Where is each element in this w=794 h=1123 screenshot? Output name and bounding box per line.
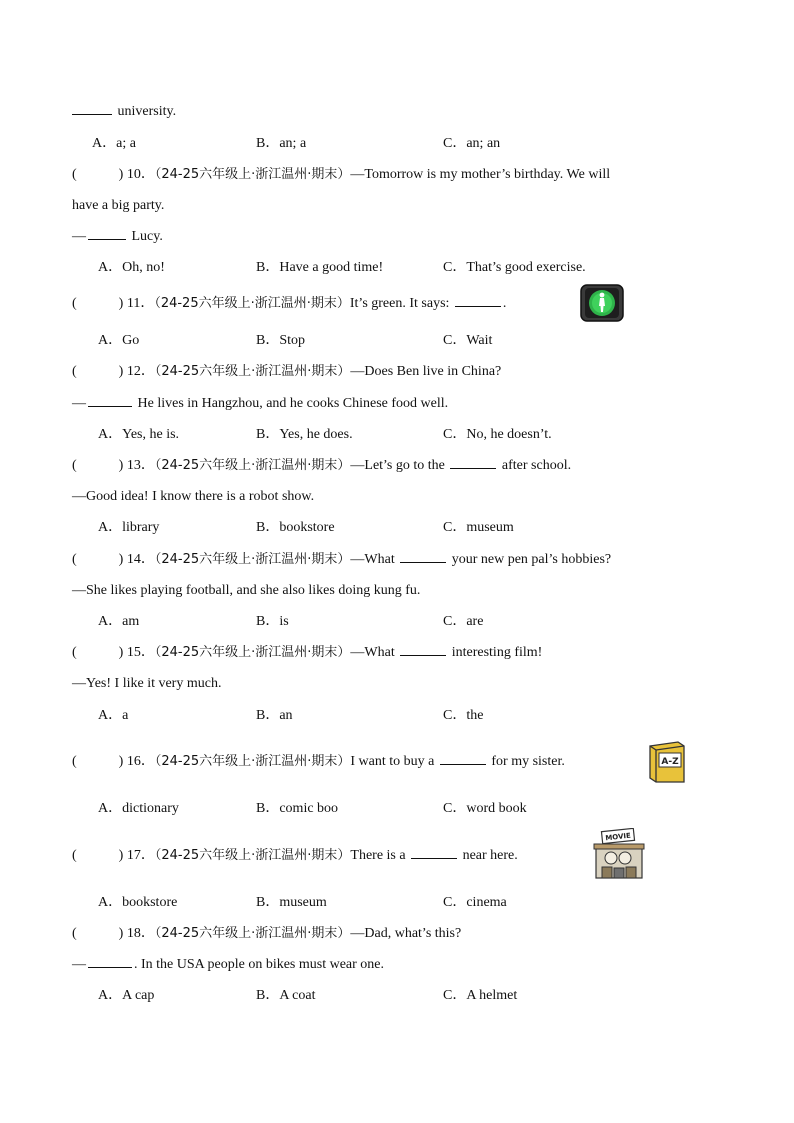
- question-number: 15．: [126, 645, 155, 660]
- question-source: （24-25六年级上·浙江温州·期末）: [154, 848, 351, 863]
- question-number: 14．: [126, 552, 155, 567]
- q11-option-a[interactable]: A．Go: [98, 333, 140, 348]
- dash: —: [72, 229, 86, 244]
- question-text: —Dad, what’s this?: [350, 926, 462, 941]
- cinema-sign-label: MOVIE: [604, 831, 632, 843]
- cinema-building-icon: [592, 828, 646, 887]
- answer-paren-close: ): [118, 458, 124, 473]
- q10-stem: [72, 165, 610, 185]
- q11-stem: [72, 294, 506, 314]
- q10-option-b[interactable]: B．Have a good time!: [256, 260, 384, 275]
- response-text: He lives in Hangzhou, and he cooks Chinese food well.: [134, 396, 449, 411]
- answer-paren-open: (: [72, 926, 77, 941]
- q17-option-c[interactable]: C．cinema: [443, 895, 507, 910]
- question-text-after: for my sister.: [487, 754, 565, 769]
- q14-option-b[interactable]: B．is: [256, 614, 289, 629]
- q12-option-b[interactable]: B．Yes, he does.: [256, 427, 353, 442]
- answer-blank[interactable]: [72, 102, 112, 115]
- question-source: （24-25六年级上·浙江温州·期末）: [154, 926, 351, 941]
- question-number: 10．: [126, 167, 155, 182]
- question-number: 17．: [126, 848, 155, 863]
- question-source: （24-25六年级上·浙江温州·期末）: [154, 364, 351, 379]
- q9-option-b[interactable]: B．an; a: [256, 136, 307, 151]
- q15-option-a[interactable]: A．a: [98, 708, 129, 723]
- question-text: There is a: [350, 848, 410, 863]
- q9-text: university.: [114, 104, 177, 119]
- q12-stem: [72, 362, 501, 382]
- q16-option-a[interactable]: A．dictionary: [98, 801, 179, 816]
- response-text: . In the USA people on bikes must wear one.: [134, 957, 385, 972]
- answer-paren-open: (: [72, 364, 77, 379]
- q9-option-c[interactable]: C．an; an: [443, 136, 501, 151]
- q14-response: —She likes playing football, and she also likes doing kung fu.: [72, 583, 421, 598]
- question-text-after: near here.: [459, 848, 518, 863]
- answer-paren-open: (: [72, 848, 77, 863]
- question-source: （24-25六年级上·浙江温州·期末）: [154, 458, 351, 473]
- q15-response: —Yes! I like it very much.: [72, 676, 222, 691]
- answer-blank[interactable]: [400, 550, 446, 563]
- answer-paren-close: ): [118, 167, 124, 182]
- question-source: （24-25六年级上·浙江温州·期末）: [154, 552, 351, 567]
- q10-stem-cont: have a big party.: [72, 198, 165, 213]
- question-source: （24-25六年级上·浙江温州·期末）: [154, 167, 351, 182]
- answer-paren-open: (: [72, 645, 77, 660]
- q16-option-b[interactable]: B．comic boo: [256, 801, 339, 816]
- question-source: （24-25六年级上·浙江温州·期末）: [154, 754, 351, 769]
- answer-blank[interactable]: [440, 752, 486, 765]
- q12-response: [72, 394, 448, 414]
- response-text: Lucy.: [128, 229, 163, 244]
- q10-option-a[interactable]: A．Oh, no!: [98, 260, 165, 275]
- question-number: 12．: [126, 364, 155, 379]
- answer-paren-close: ): [118, 296, 124, 311]
- q18-stem: [72, 924, 461, 944]
- question-text: I want to buy a: [350, 754, 438, 769]
- answer-paren-close: ): [118, 364, 124, 379]
- q13-option-b[interactable]: B．bookstore: [256, 520, 335, 535]
- q13-stem: [72, 456, 571, 476]
- q16-option-c[interactable]: C．word book: [443, 801, 527, 816]
- answer-paren-close: ): [118, 754, 124, 769]
- q17-option-b[interactable]: B．museum: [256, 895, 327, 910]
- question-text-after: interesting film!: [448, 645, 543, 660]
- q17-option-a[interactable]: A．bookstore: [98, 895, 178, 910]
- answer-blank[interactable]: [411, 846, 457, 859]
- q13-response: —Good idea! I know there is a robot show.: [72, 489, 315, 504]
- q14-option-c[interactable]: C．are: [443, 614, 484, 629]
- answer-paren-close: ): [118, 848, 124, 863]
- q11-option-b[interactable]: B．Stop: [256, 333, 306, 348]
- q15-option-b[interactable]: B．an: [256, 708, 293, 723]
- question-number: 11．: [126, 296, 155, 311]
- question-text: —Does Ben live in China?: [350, 364, 502, 379]
- q13-option-a[interactable]: A．library: [98, 520, 160, 535]
- q10-option-c[interactable]: C．That’s good exercise.: [443, 260, 586, 275]
- answer-paren-close: ): [118, 926, 124, 941]
- q16-stem: [72, 752, 565, 772]
- q18-option-b[interactable]: B．A coat: [256, 988, 316, 1003]
- question-text: It’s green. It says:: [349, 296, 453, 311]
- answer-paren-open: (: [72, 552, 77, 567]
- question-number: 16．: [126, 754, 155, 769]
- q12-option-a[interactable]: A．Yes, he is.: [98, 427, 180, 442]
- q18-option-c[interactable]: C．A helmet: [443, 988, 518, 1003]
- answer-paren-open: (: [72, 296, 77, 311]
- question-text: —What: [350, 645, 399, 660]
- answer-blank[interactable]: [88, 394, 132, 407]
- q14-stem: [72, 550, 611, 570]
- question-text: —What: [350, 552, 399, 567]
- q14-option-a[interactable]: A．am: [98, 614, 140, 629]
- green-walking-signal-icon: [580, 284, 624, 327]
- answer-paren-open: (: [72, 754, 77, 769]
- q18-response: [72, 955, 384, 975]
- question-source: （24-25六年级上·浙江温州·期末）: [154, 296, 350, 311]
- question-text-after: your new pen pal’s hobbies?: [448, 552, 612, 567]
- q11-option-c[interactable]: C．Wait: [443, 333, 493, 348]
- question-text: —Tomorrow is my mother’s birthday. We will: [350, 167, 611, 182]
- answer-paren-close: ): [118, 645, 124, 660]
- q10-response: [72, 227, 163, 247]
- answer-blank[interactable]: [88, 227, 126, 240]
- q15-stem: [72, 643, 542, 663]
- q9-option-a[interactable]: A．a; a: [92, 136, 136, 151]
- answer-paren-open: (: [72, 458, 77, 473]
- dash: —: [72, 957, 86, 972]
- q12-option-c[interactable]: C．No, he doesn’t.: [443, 427, 552, 442]
- answer-blank[interactable]: [88, 955, 132, 968]
- answer-blank[interactable]: [450, 456, 496, 469]
- dictionary-label: A-Z: [661, 757, 679, 767]
- dictionary-book-icon: [646, 740, 688, 789]
- question-number: 13．: [126, 458, 155, 473]
- q13-option-c[interactable]: C．museum: [443, 520, 514, 535]
- q17-stem: [72, 846, 518, 866]
- answer-paren-open: (: [72, 167, 77, 182]
- dash: —: [72, 396, 86, 411]
- q18-option-a[interactable]: A．A cap: [98, 988, 155, 1003]
- answer-paren-close: ): [118, 552, 124, 567]
- answer-blank[interactable]: [455, 294, 501, 307]
- question-text: —Let’s go to the: [350, 458, 449, 473]
- question-source: （24-25六年级上·浙江温州·期末）: [154, 645, 351, 660]
- question-number: 18．: [126, 926, 155, 941]
- answer-blank[interactable]: [400, 643, 446, 656]
- question-text-after: after school.: [498, 458, 572, 473]
- question-text-after: .: [502, 296, 507, 311]
- q9-continuation: [72, 102, 176, 122]
- q15-option-c[interactable]: C．the: [443, 708, 484, 723]
